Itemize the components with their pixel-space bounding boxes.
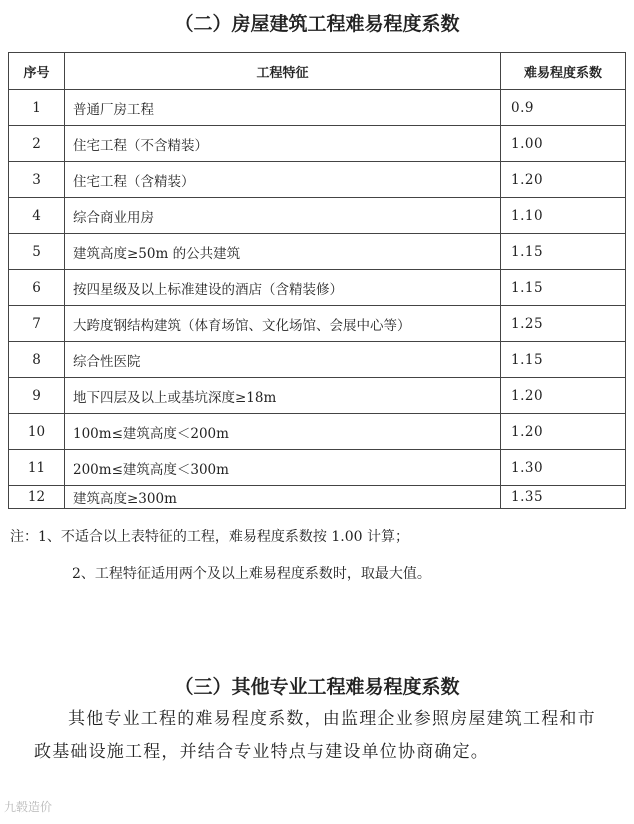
- note-2: 2、工程特征适用两个及以上难易程度系数时，取最大值。: [72, 566, 431, 582]
- section3-paragraph: 其他专业工程的难易程度系数，由监理企业参照房屋建筑工程和市政基础设施工程，并结合专业特点与建设单位协商确定。: [34, 709, 596, 762]
- row-feature: 综合商业用房: [65, 198, 501, 234]
- row-feature: 住宅工程（不含精装）: [65, 126, 501, 162]
- table-row: [9, 486, 626, 509]
- section2-title: （二）房屋建筑工程难易程度系数: [174, 13, 460, 35]
- table-row: [9, 342, 626, 378]
- table-row: [9, 126, 626, 162]
- table-row: [9, 90, 626, 126]
- row-feature: 按四星级及以上标准建设的酒店（含精装修）: [65, 270, 501, 306]
- watermark: 九毂造价: [4, 800, 53, 814]
- row-no: 3: [9, 162, 65, 198]
- row-feature: 100m≤建筑高度＜200m: [65, 414, 501, 450]
- header-feature: 工程特征: [65, 53, 501, 90]
- table-header-row: [9, 53, 626, 90]
- row-no: 6: [9, 270, 65, 306]
- row-coef: 1.25: [501, 306, 626, 342]
- row-feature: 大跨度钢结构建筑（体育场馆、文化场馆、会展中心等）: [65, 306, 501, 342]
- table-row: [9, 270, 626, 306]
- row-no: 2: [9, 126, 65, 162]
- row-no: 12: [9, 486, 65, 509]
- row-coef: 1.15: [501, 342, 626, 378]
- row-no: 7: [9, 306, 65, 342]
- row-feature: 200m≤建筑高度＜300m: [65, 450, 501, 486]
- table-row: [9, 162, 626, 198]
- row-no: 1: [9, 90, 65, 126]
- section3-title: （三）其他专业工程难易程度系数: [174, 676, 460, 698]
- row-coef: 1.30: [501, 450, 626, 486]
- table-row: [9, 234, 626, 270]
- row-coef: 1.00: [501, 126, 626, 162]
- note-1: 注：1、不适合以上表特征的工程，难易程度系数按 1.00 计算；: [10, 529, 409, 545]
- row-no: 11: [9, 450, 65, 486]
- row-coef: 0.9: [501, 90, 626, 126]
- row-coef: 1.15: [501, 270, 626, 306]
- row-feature: 综合性医院: [65, 342, 501, 378]
- header-no: 序号: [9, 53, 65, 90]
- table-row: [9, 306, 626, 342]
- table-row: [9, 378, 626, 414]
- row-no: 10: [9, 414, 65, 450]
- row-coef: 1.20: [501, 162, 626, 198]
- row-coef: 1.35: [501, 486, 626, 509]
- row-feature: 普通厂房工程: [65, 90, 501, 126]
- row-feature: 建筑高度≥300m: [65, 486, 501, 509]
- row-no: 9: [9, 378, 65, 414]
- row-coef: 1.20: [501, 378, 626, 414]
- coefficient-table: [8, 52, 626, 509]
- row-coef: 1.15: [501, 234, 626, 270]
- table-row: [9, 450, 626, 486]
- row-coef: 1.20: [501, 414, 626, 450]
- row-feature: 住宅工程（含精装）: [65, 162, 501, 198]
- header-coef: 难易程度系数: [501, 53, 626, 90]
- row-no: 4: [9, 198, 65, 234]
- row-no: 8: [9, 342, 65, 378]
- row-feature: 地下四层及以上或基坑深度≥18m: [65, 378, 501, 414]
- row-feature: 建筑高度≥50m 的公共建筑: [65, 234, 501, 270]
- row-no: 5: [9, 234, 65, 270]
- table-row: [9, 414, 626, 450]
- row-coef: 1.10: [501, 198, 626, 234]
- table-row: [9, 198, 626, 234]
